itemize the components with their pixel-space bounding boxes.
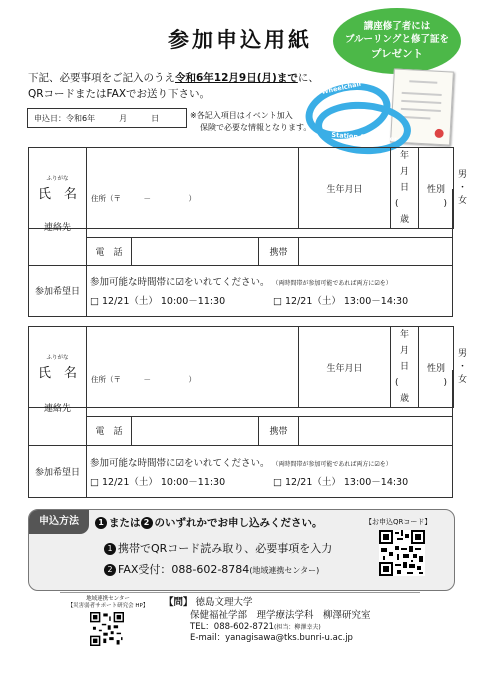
qr-label: 【お申込QRコード】 — [365, 518, 432, 526]
hp-label-2: 【災害弱者サポート研究会 HP】 — [67, 603, 149, 609]
promo-line3: プレゼント — [370, 47, 424, 60]
dob-label: 生年月日 — [299, 327, 391, 408]
application-method-box — [28, 509, 455, 591]
phone-input[interactable] — [132, 416, 259, 445]
tel: TEL：088-602-8721 — [190, 622, 275, 632]
preferred-date-options — [87, 445, 453, 497]
tel-note: (担当：柳澤幸夫) — [274, 624, 321, 631]
apply-item-1 — [104, 540, 332, 556]
item1-text: 携帯でQRコード読み取り、必要事項を入力 — [118, 542, 333, 555]
intro-text — [28, 70, 319, 102]
univ-name: 徳島文理大学 — [195, 597, 253, 608]
option-afternoon-checkbox[interactable]: □ 12/21（土） 13:00－14:30 — [273, 476, 409, 488]
hp-label — [58, 596, 158, 610]
num2-icon: 2 — [141, 517, 153, 529]
item1-num-icon: 1 — [104, 543, 116, 555]
phone-label: 電 話 — [87, 237, 132, 265]
form2-lower — [28, 370, 453, 498]
option-morning-checkbox[interactable]: □ 12/21（土） 10:00－11:30 — [90, 476, 226, 488]
num1-icon: 1 — [95, 517, 107, 529]
address-field[interactable] — [87, 189, 453, 237]
contact-label: 連絡先 — [29, 370, 87, 445]
mobile-input[interactable] — [299, 416, 453, 445]
intro-post: に、 — [297, 72, 319, 84]
phone-label: 電 話 — [87, 416, 132, 445]
item2-num-icon: 2 — [104, 564, 116, 576]
instruction-note: （両時間帯が参加可能であれば両方に☑を） — [272, 460, 392, 468]
insurance-note — [190, 110, 311, 134]
mobile-label: 携帯 — [259, 416, 299, 445]
note-line2: 保険で必要な情報となります。 — [200, 123, 312, 132]
intro-line2: QRコードまたはFAXでお送り下さい。 — [28, 88, 211, 100]
participant-form-2: ふりがな 氏 名 生年月日 年 月 日 ( )歳 性別 男 ・ 女 — [28, 326, 454, 408]
dob-top: 年 月 日 — [399, 330, 428, 372]
preferred-date-label: 参加希望日 — [29, 445, 87, 497]
dob-label: 生年月日 — [299, 148, 391, 229]
option-morning-checkbox[interactable]: □ 12/21（土） 10:00－11:30 — [90, 296, 226, 307]
instruction-text: 参加可能な時間帯に☑をいれてください。 — [90, 457, 270, 469]
inquiry-label: 【問】 — [164, 597, 193, 608]
application-qr-code[interactable] — [379, 530, 425, 576]
mobile-input[interactable] — [299, 237, 453, 265]
promo-bubble — [333, 8, 461, 74]
option-afternoon-checkbox[interactable]: □ 12/21（土） 13:00－14:30 — [273, 296, 409, 307]
band-text-1: Wheelchair — [320, 79, 363, 97]
contact-table-2 — [28, 370, 453, 498]
item2-text: FAX受付：088-602-8784 — [118, 563, 250, 576]
address-label: 住所（〒 － ） — [91, 375, 196, 384]
furigana-label: ふりがな — [46, 355, 69, 361]
hp-label-1: 地域連携センター — [86, 596, 130, 602]
preferred-date-options — [87, 265, 453, 316]
name-text: 氏 名 — [37, 366, 77, 381]
deadline: 令和6年12月9日(月)まで — [175, 72, 298, 84]
footer-divider — [60, 592, 420, 593]
band-text-2: Station Supporter — [331, 130, 398, 144]
name-text: 氏 名 — [37, 187, 77, 202]
contact-info — [164, 596, 371, 644]
dept-name: 保健福祉学部 理学療法学科 柳澤研究室 — [190, 610, 371, 621]
apply-heading — [95, 515, 323, 530]
application-method-tab: 申込方法 — [29, 510, 89, 534]
note-line1: ※各記入項目はイベント加入 — [190, 111, 293, 120]
furigana-label: ふりがな — [46, 176, 69, 182]
dob-age: ( )歳 — [395, 199, 448, 225]
address-field[interactable] — [87, 370, 453, 416]
page-title: 参加申込用紙 — [168, 28, 312, 52]
phone-input[interactable] — [132, 237, 259, 265]
item2-note: (地域連携センター) — [249, 566, 320, 575]
apply-item-2 — [104, 561, 319, 577]
application-date-field[interactable]: 申込日：令和6年 月 日 — [27, 108, 187, 128]
form1-lower — [28, 189, 453, 317]
sex-label: 性別 — [419, 327, 454, 408]
email[interactable]: E-mail：yanagisawa@tks.bunri-u.ac.jp — [190, 633, 353, 643]
instruction-text: 参加可能な時間帯に☑をいれてください。 — [90, 277, 270, 288]
promo-line1: 講座修了者には — [363, 21, 431, 33]
dob-age: ( )歳 — [395, 378, 448, 404]
mobile-label: 携帯 — [259, 237, 299, 265]
contact-table-1 — [28, 189, 453, 317]
promo-line2: ブルーリングと修了証を — [344, 33, 450, 45]
preferred-date-label: 参加希望日 — [29, 265, 87, 316]
sex-label: 性別 — [419, 148, 454, 229]
hp-qr-code[interactable] — [90, 612, 124, 646]
contact-label: 連絡先 — [29, 189, 87, 265]
participant-form-1: ふりがな 氏 名 生年月日 年 月 日 ( )歳 性別 男 ・ 女 — [28, 147, 454, 229]
dob-top: 年 月 日 — [399, 151, 428, 193]
intro-pre: 下記、必要事項をご記入のうえ — [28, 72, 175, 84]
heading-mid: または — [109, 517, 141, 529]
address-label: 住所（〒 － ） — [91, 194, 196, 203]
heading-post: のいずれかでお申し込みください。 — [154, 517, 323, 529]
instruction-note: （両時間帯が参加可能であれば両方に☑を） — [272, 280, 392, 287]
